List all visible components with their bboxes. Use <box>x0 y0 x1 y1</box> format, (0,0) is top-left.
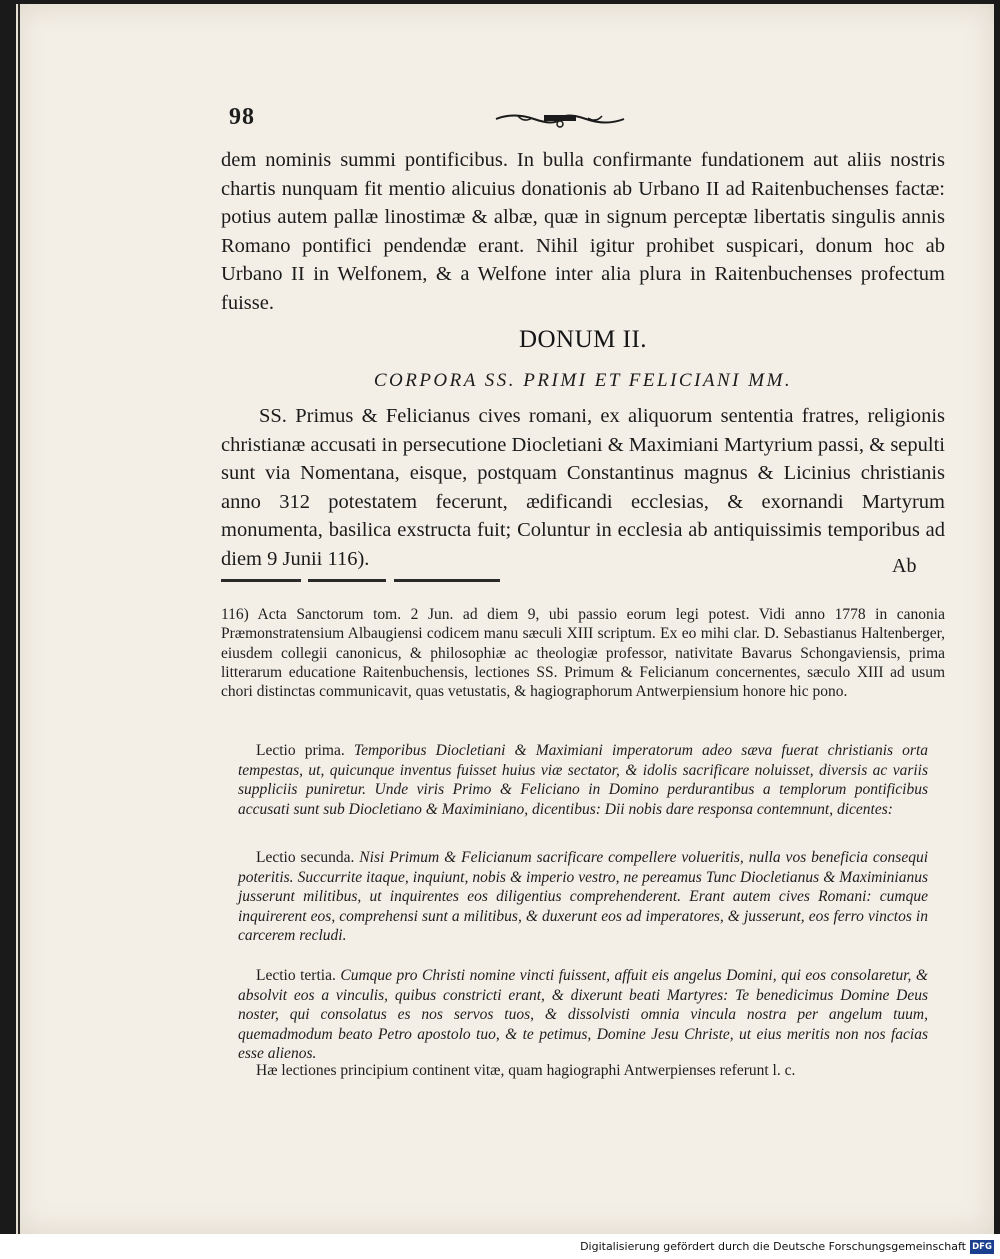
footer-bar <box>0 1234 1000 1259</box>
lectio-text: Cumque pro Christi nomine vincti fuissent, affuit eis angelus Domini, qui eos consolaretur, & absolvit eos a vinculis, quibus constricti erant, & dixerunt beati Martyres: Te benedicimus Domine Deus noster, qui consolatus es nos servos tuos, & dissolvisti omnia vincula nostra per angelum tuum, quemadmodum beato Petro apostolo tuo, & te petimus, Domine Jesu Christe, ut eius meritis non nos facias esse alienos. <box>238 967 928 1062</box>
paragraph-main: SS. Primus & Felicianus cives romani, ex aliquorum sententia fratres, religionis christianæ accusati in persecutione Diocletiani & Maximiani Martyrium passi, & sepulti sunt via Nomentana, eisque, postquam Constantinus magnus & Licinius christianis anno 312 potestatem fecerunt, ædificandi ecclesias, & exornandi Martyrum monumenta, basilica exstructa fuit; Coluntur in ecclesia ab antiquissimis temporibus ad diem 9 Junii 116). <box>221 405 945 570</box>
closing-note: Hæ lectiones principium continent vitæ, quam hagiographi Antwerpienses referunt l. c. <box>256 1062 796 1079</box>
dfg-logo-icon: DFG <box>970 1240 994 1254</box>
lectio-block <box>238 848 928 946</box>
catchword: Ab <box>892 555 917 577</box>
lectio-label: Lectio prima. <box>256 742 345 759</box>
ornament-icon <box>494 108 626 130</box>
lectio-label: Lectio secunda. <box>256 849 355 866</box>
lectio-text: Nisi Primum & Felicianum sacrificare compellere volueritis, nulla vos beneficia consequi poteritis. Succurrite itaque, inquiunt, nobis & imperio vestro, ne pereamus Tunc Diocletianus & Maximinianus jusserunt militibus, ut inquirentes eos diligentius comprehenderent. Erant autem cives Romani: cumque inquirerent eos, comprehensi sunt a militibus, & duxerunt eos ad imperatores, & jusserunt, eos ferro vinctos in carcerem recludi. <box>238 849 929 944</box>
paragraph-continuation: dem nominis summi pontificibus. In bulla confirmante fundationem aut aliis nostris chartis nunquam fit mentio alicuius donationis ab Urbano II ad Raitenbuchenses factæ: potius autem pallæ linostimæ & albæ, quæ in signum perceptæ libertatis singulis annis Romano pontifici pendendæ erant. Nihil igitur prohibet suspicari, donum hoc ab Urbano II in Welfonem, & a Welfone inter alia plura in Raitenbuchenses profectum fuisse. <box>221 149 945 314</box>
footnote-rule <box>221 579 301 582</box>
footnote-rule <box>308 579 386 582</box>
scanned-page <box>16 4 994 1234</box>
footnote: 116) Acta Sanctorum tom. 2 Jun. ad diem 9, ubi passio eorum legi potest. Vidi anno 1778 in canonia Præmonstratensium Albaugiensi codicem manu sæculi XIII scriptum. Ex eo mihi clar. D. Sebastianus Haltenberger, eiusdem collegii canonicus, & philosophiæ ac theologiæ professor, nativitate Bavarus Schongaviensis, prima litterarum educatione Raitenbuchensis, lectiones SS. Primum & Felicianum concernentes, sæculo XIII ad usum chori distinctas communicavit, quas vetustatis, & hagiographorum Antwerpiensium honore hic pono. <box>221 606 945 701</box>
funding-credit: Digitalisierung gefördert durch die Deutsche Forschungsgemeinschaft <box>580 1240 966 1253</box>
section-heading: DONUM II. <box>518 326 648 353</box>
lectio-block <box>238 966 928 1064</box>
lectio-block <box>238 741 928 819</box>
footnote-rule <box>394 579 500 582</box>
page-number: 98 <box>229 104 255 130</box>
lectio-text: Temporibus Diocletiani & Maximiani imperatorum adeo sæva fuerat christianis orta tempestas, ut, quicunque inventus fuisset huius viæ sectator, & idolis sacrificare noluisset, diversis ac variis suppliciis puniretur. Unde viris Primo & Feliciano in Domino perdurantibus a templorum pontificibus accusati sunt sub Diocletiano & Maximiniano, dicentibus: Dii nobis dare responsa contemnunt, dicentes: <box>238 742 929 818</box>
section-subheading: CORPORA SS. PRIMI ET FELICIANI MM. <box>373 370 793 391</box>
lectio-label: Lectio tertia. <box>256 967 336 984</box>
